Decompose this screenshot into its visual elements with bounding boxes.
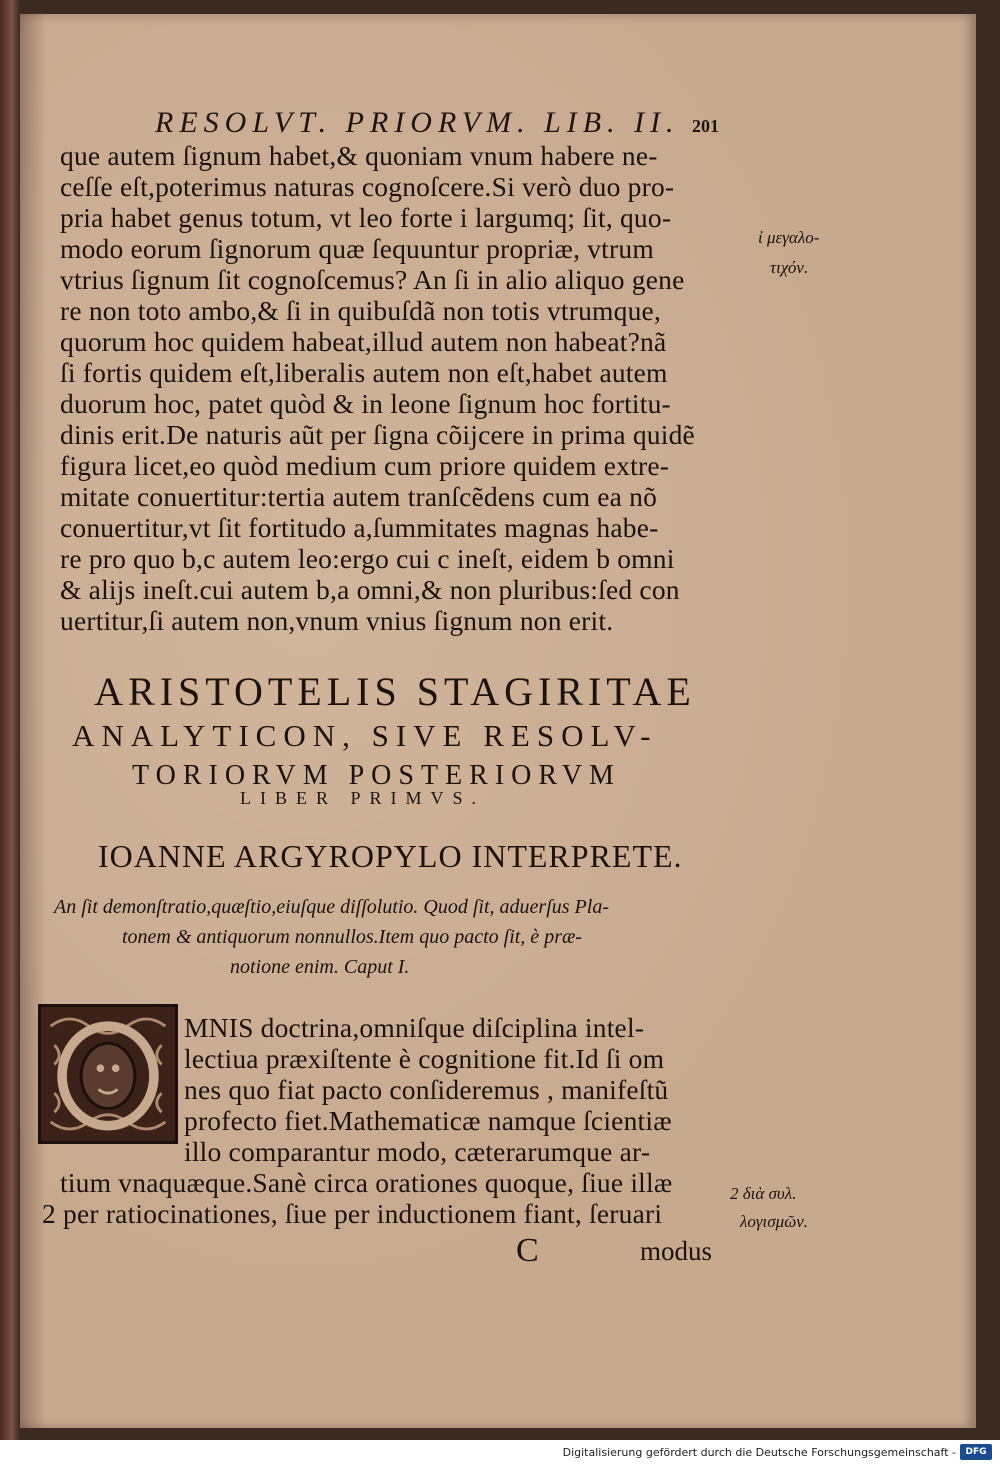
margin-note: 2 διὰ συλ. [730,1184,797,1203]
body-line: re non toto ambo,& ſi in quibuſdã non totis vtrumque, [60,295,662,326]
footer-credit: Digitalisierung gefördert durch die Deutsche Forschungsgemeinschaft - [562,1446,956,1459]
body-line: uertitur,ſi autem non,vnum vnius ſignum non erit. [60,605,614,636]
body-line: re pro quo b,c autem leo:ergo cui c ineſt, eidem b omni [60,543,675,574]
chapter-line: MNIS doctrina,omniſque diſciplina intel- [184,1012,645,1043]
margin-note: ἰ μεγαλο- [758,228,820,247]
folio-number: 201 [692,116,719,136]
running-head: RESOLVT. PRIORVM. LIB. II. [155,106,680,139]
chapter-summary-line: tonem & antiquorum nonnullos.Item quo pacto ſit, è præ- [122,926,582,948]
chapter-line: 2 per ratiocinationes, ſiue per inductionem fiant, ſeruari [42,1198,663,1229]
interpreter-line: IOANNE ARGYROPYLO INTERPRETE. [98,838,683,874]
chapter-line: profecto fiet.Mathematicæ namque ſcientiæ [184,1105,672,1136]
body-line: vtrius ſignum ſit cognoſcemus? An ſi in alio aliquo gene [60,264,685,295]
book-title-line2: ANALYTICON, SIVE RESOLV- [72,718,658,753]
signature-mark: C [516,1232,539,1269]
book-title-line4: LIBER PRIMVS. [240,788,486,808]
decorated-initial-o [38,1004,178,1144]
margin-note: λογισμῶν. [740,1212,808,1231]
chapter-line: tium vnaquæque.Sanè circa orationes quoque, ſiue illæ [60,1167,673,1198]
body-line: que autem ſignum habet,& quoniam vnum habere ne- [60,140,658,171]
footer-bar [0,1440,1000,1467]
body-line: pria habet genus totum, vt leo forte i largumq; ſit, quo- [60,202,672,233]
chapter-line: lectiua præxiſtente è cognitione fit.Id ſi om [184,1043,665,1074]
body-line: & alijs ineſt.cui autem b,a omni,& non pluribus:ſed con [60,574,680,605]
body-line: dinis erit.De naturis aũt per ſigna cõijcere in prima quidẽ [60,419,695,450]
body-line: ceſſe eſt,poterimus naturas cognoſcere.Si verò duo pro- [60,171,675,202]
body-line: ſi fortis quidem eſt,liberalis autem non eſt,habet autem [60,357,668,388]
chapter-line: illo comparantur modo, cæterarumque ar- [184,1136,651,1167]
chapter-summary-line: notione enim. Caput I. [230,956,410,978]
body-line: quorum hoc quidem habeat,illud autem non habeat?nã [60,326,667,357]
book-gutter [0,0,20,1440]
margin-note: τιχόν. [770,258,809,277]
book-title-line3: TORIORVM POSTERIORVM [132,760,621,791]
ornament-initial-icon [41,1007,175,1141]
chapter-line: nes quo fiat pacto conſideremus , manifeſtũ [184,1074,669,1105]
dfg-logo-icon: DFG [960,1444,992,1460]
body-line: modo eorum ſignorum quæ ſequuntur propriæ, vtrum [60,233,654,264]
catchword: modus [640,1236,713,1266]
book-title-line1: ARISTOTELIS STAGIRITAE [94,669,696,714]
body-line: figura licet,eo quòd medium cum priore quidem extre- [60,450,670,481]
body-line: conuertitur,vt ſit fortitudo a,ſummitates magnas habe- [60,512,659,543]
chapter-summary-line: An ſit demonſtratio,quæſtio,eiuſque diſſolutio. Quod ſit, aduerſus Pla- [54,896,609,918]
body-line: duorum hoc, patet quòd & in leone ſignum hoc fortitu- [60,388,671,419]
body-line: mitate conuertitur:tertia autem tranſcẽdens cum ea nõ [60,481,658,512]
